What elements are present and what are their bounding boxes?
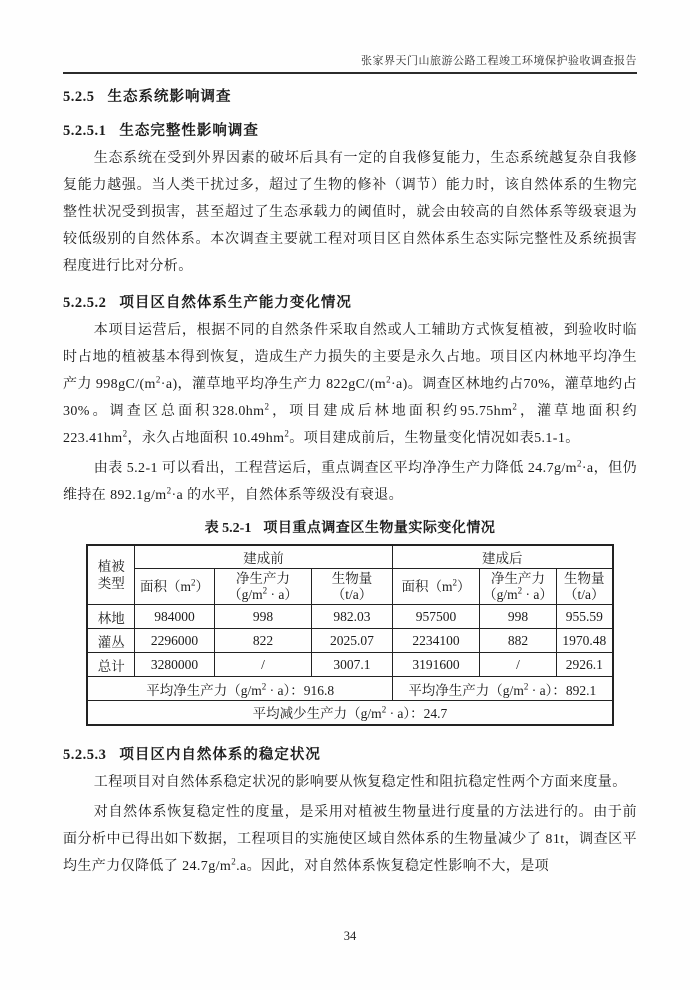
cell-veg-type: 灌丛	[87, 629, 134, 653]
col-header-area-after: 面积$(m^2)$	[393, 569, 480, 605]
heading-number: 5.2.5.3	[63, 746, 107, 763]
paragraph-stability-intro: 工程项目对自然体系稳定状况的影响要从恢复稳定性和阻抗稳定性两个方面来度量。	[93, 774, 627, 790]
cell-value: 3191600	[393, 653, 480, 677]
cell-value: 998	[480, 605, 557, 629]
heading-5-2-5-3	[63, 744, 637, 766]
biomass-change-table	[86, 544, 613, 726]
table-footer-avg-reduction-row	[87, 701, 612, 725]
col-header-npp-before	[214, 569, 311, 605]
col-header-npp-after	[480, 569, 557, 605]
table-row-forest	[87, 605, 612, 629]
cell-value: 3280000	[134, 653, 214, 677]
page-number: 34	[343, 929, 357, 943]
table-group-header-row	[87, 545, 612, 569]
table-caption-title: 项目重点调查区生物量实际变化情况	[263, 521, 496, 536]
heading-number: 5.2.5	[63, 89, 95, 105]
cell-value: 882	[480, 629, 557, 653]
table-row-total	[87, 653, 612, 677]
cell-value: 2025.07	[311, 629, 392, 653]
cell-veg-type: 林地	[87, 605, 134, 629]
npp-header-line2: $(g/m^2 \cdot a)$	[483, 585, 553, 602]
heading-5-2-5-1	[63, 120, 637, 142]
heading-title: 生态完整性影响调查	[119, 123, 259, 139]
table-sub-header-row	[87, 569, 612, 605]
cell-veg-type: 总计	[87, 653, 134, 677]
paragraph-table-conclusion: 由表 5.2-1 可以看出，工程营运后，重点调查区平均净净生产力降低 $24.7g/m^2\cdot a$，但仍维持在 $892.1g/m^2\cdot a$ 的水平，自然体系等级没有衰退。	[63, 458, 637, 503]
npp-header-line1: 净生产力	[491, 570, 545, 586]
heading-5-2-5	[63, 86, 637, 108]
bio-header-line2: （t/a）	[331, 586, 373, 602]
cell-value: 998	[214, 605, 311, 629]
heading-title: 项目区自然体系生产能力变化情况	[119, 295, 352, 311]
cell-value: 982.03	[311, 605, 392, 629]
heading-number: 5.2.5.2	[63, 295, 107, 311]
cell-value: 822	[214, 629, 311, 653]
cell-value: 955.59	[557, 605, 613, 629]
paragraph-ecosystem-integrity: 生态系统在受到外界因素的破坏后具有一定的自我修复能力，生态系统越复杂自我修复能力越强。当人类干扰过多，超过了生物的修补（调节）能力时，该自然体系的生物完整性状况受到损害，甚至超过了生态承载力的阈值时，就会由较高的自然体系等级衰退为较低级别的自然体系。本次调查主要就工程对项目区自然体系生态实际完整性及系统损害程度进行比对分析。	[63, 151, 637, 274]
col-group-after: 建成后	[393, 545, 613, 569]
cell-value: /	[214, 653, 311, 677]
table-row-shrub	[87, 629, 612, 653]
bio-header-line2: （t/a）	[564, 586, 605, 602]
footer-avg-npp-after: 平均净生产力$(g/m^2 \cdot a)$：892.1	[393, 677, 613, 701]
npp-header-line2: $(g/m^2 \cdot a)$	[228, 585, 298, 602]
cell-value: 2296000	[134, 629, 214, 653]
col-header-biomass-before	[311, 569, 392, 605]
footer-avg-npp-before: 平均净生产力$(g/m^2 \cdot a)$：916.8	[87, 677, 392, 701]
cell-value: 957500	[393, 605, 480, 629]
heading-title: 项目区内自然体系的稳定状况	[119, 746, 321, 763]
heading-number: 5.2.5.1	[63, 123, 107, 139]
cell-value: 984000	[134, 605, 214, 629]
col-header-vegetation-type	[87, 545, 134, 605]
table-footer-avg-npp-row	[87, 677, 612, 701]
bio-header-line1: 生物量	[564, 570, 605, 586]
veg-header-line1: 植被	[97, 559, 125, 574]
paragraph-productivity-change: 本项目运营后，根据不同的自然条件采取自然或人工辅助方式恢复植被，到验收时临时占地的植被基本得到恢复，造成生产力损失的主要是永久占地。项目区内林地平均净生产力 $998gC/(m^2\cdot a)$，灌草地平均净生产力 $822gC/(m^2\cdot a)$。调查区林地约占70%，灌草地约占30%。调查区总面积$328.0hm^2$，项目建成后林地面积约$95.75hm^2$，灌草地面积约 $223.41hm^2$，永久占地面积 $10.49hm^2$。项目建成前后，生物量变化情况如表5.1-1。	[63, 323, 638, 446]
col-header-area-before: 面积$(m^2)$	[134, 569, 214, 605]
paragraph-recovery-stability: 对自然体系恢复稳定性的度量，是采用对植被生物量进行度量的方法进行的。由于前面分析中已得出如下数据，工程项目的实施使区域自然体系的生物量减少了 81t，调查区平均生产力仅降低了 $24.7g/m^2.a$。因此，对自然体系恢复稳定性影响不大，是项	[63, 804, 637, 874]
page-header	[63, 52, 637, 74]
col-group-before: 建成前	[134, 545, 392, 569]
bio-header-line1: 生物量	[331, 570, 373, 586]
cell-value: 1970.48	[557, 629, 613, 653]
npp-header-line1: 净生产力	[235, 570, 290, 586]
cell-value: /	[480, 653, 557, 677]
page-header-title: 张家界天门山旅游公路工程竣工环境保护验收调查报告	[361, 55, 637, 67]
table-caption-label: 表 5.2-1	[204, 521, 252, 536]
table-caption	[63, 517, 637, 537]
cell-value: 3007.1	[311, 653, 392, 677]
cell-value: 2234100	[393, 629, 480, 653]
veg-header-line2: 类型	[97, 576, 125, 591]
col-header-biomass-after	[557, 569, 613, 605]
heading-5-2-5-2	[63, 292, 637, 314]
cell-value: 2926.1	[557, 653, 613, 677]
heading-title: 生态系统影响调查	[107, 89, 232, 105]
footer-avg-reduction: 平均减少生产力$(g/m^2 \cdot a)$：24.7	[87, 701, 612, 725]
